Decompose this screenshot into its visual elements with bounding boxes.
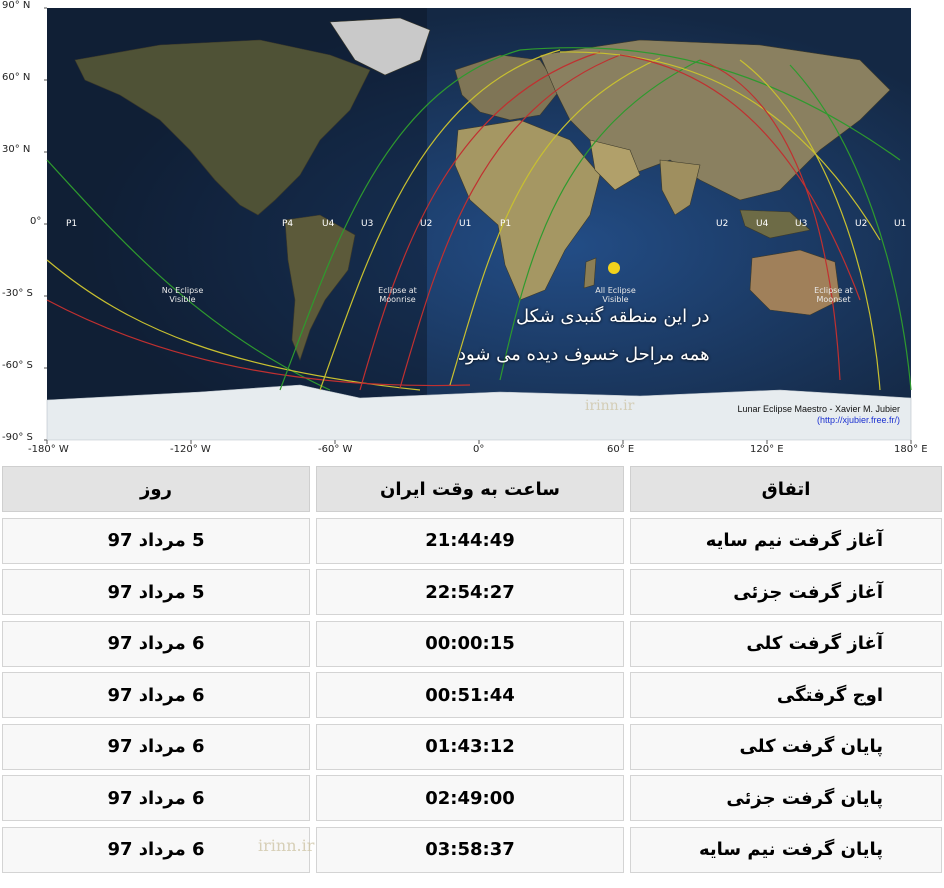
event-cell: آغاز گرفت نیم سایه (630, 518, 942, 564)
lon-label: -120° W (170, 444, 211, 455)
time-cell: 02:49:00 (316, 775, 624, 821)
contact-label: U4 (322, 219, 335, 229)
lat-label: 30° N (2, 144, 31, 155)
map-credit-link[interactable]: (http://xjubier.free.fr/) (816, 415, 900, 426)
lon-label: 0° (473, 444, 485, 455)
contact-label: U3 (795, 219, 808, 229)
lat-label: 0° (30, 216, 42, 227)
event-cell: پایان گرفت کلی (630, 724, 942, 770)
day-cell: 6 مرداد 97 (2, 724, 310, 770)
event-cell: پایان گرفت جزئی (630, 775, 942, 821)
table-row (2, 827, 942, 873)
time-cell: 00:00:15 (316, 621, 624, 667)
lon-label: 180° E (894, 444, 928, 455)
contact-label: U2 (855, 219, 868, 229)
day-cell: 6 مرداد 97 (2, 775, 310, 821)
lon-label: -60° W (318, 444, 353, 455)
day-cell: 6 مرداد 97 (2, 621, 310, 667)
contact-label: U4 (756, 219, 769, 229)
lat-label: -60° S (2, 360, 33, 371)
table-row (2, 724, 942, 770)
day-cell: 5 مرداد 97 (2, 518, 310, 564)
contact-label: U2 (420, 219, 433, 229)
lat-label: -30° S (2, 288, 33, 299)
contact-label: U3 (361, 219, 374, 229)
lat-label: 60° N (2, 72, 31, 83)
time-cell: 00:51:44 (316, 672, 624, 718)
contact-label: U1 (459, 219, 472, 229)
lat-label: 90° N (2, 0, 31, 11)
time-cell: 03:58:37 (316, 827, 624, 873)
day-cell: 5 مرداد 97 (2, 569, 310, 615)
map-credit-text: Lunar Eclipse Maestro - Xavier M. Jubier (737, 404, 900, 414)
header-time: ساعت به وقت ایران (316, 466, 624, 512)
map-note-line-1: در این منطقه گنبدی شکل (516, 306, 710, 327)
eclipse-timetable (2, 466, 942, 878)
lon-label: 60° E (607, 444, 635, 455)
lat-label: -90° S (2, 432, 33, 443)
sublunar-point (608, 262, 620, 274)
zone-label-moonrise: Eclipse at Moonrise (378, 286, 417, 305)
table-header-row (2, 466, 942, 512)
table-row (2, 569, 942, 615)
zone-label-all-visible: All Eclipse Visible (595, 286, 636, 305)
event-cell: پایان گرفت نیم سایه (630, 827, 942, 873)
lon-label: 120° E (750, 444, 784, 455)
contact-label: P4 (282, 219, 294, 229)
lon-label: -180° W (28, 444, 69, 455)
table-watermark: irinn.ir (258, 836, 315, 855)
event-cell: آغاز گرفت جزئی (630, 569, 942, 615)
contact-label: P1 (66, 219, 78, 229)
zone-label-no-eclipse: No Eclipse Visible (161, 286, 204, 305)
event-cell: اوج گرفتگی (630, 672, 942, 718)
event-cell: آغاز گرفت کلی (630, 621, 942, 667)
day-cell: 6 مرداد 97 (2, 672, 310, 718)
time-cell: 22:54:27 (316, 569, 624, 615)
header-day: روز (2, 466, 310, 512)
table-row (2, 775, 942, 821)
header-event: اتفاق (630, 466, 942, 512)
contact-label: U2 (716, 219, 729, 229)
day-cell: 6 مرداد 97 (2, 827, 310, 873)
table-row (2, 518, 942, 564)
table-row (2, 621, 942, 667)
map-note-line-2: همه مراحل خسوف دیده می شود (458, 344, 710, 365)
map-credit (737, 404, 900, 427)
zone-label-moonset: Eclipse at Moonset (814, 286, 853, 305)
contact-label: U1 (894, 219, 907, 229)
table-row (2, 672, 942, 718)
time-cell: 01:43:12 (316, 724, 624, 770)
time-cell: 21:44:49 (316, 518, 624, 564)
contact-label: P1 (500, 219, 512, 229)
map-watermark: irinn.ir (585, 398, 635, 414)
